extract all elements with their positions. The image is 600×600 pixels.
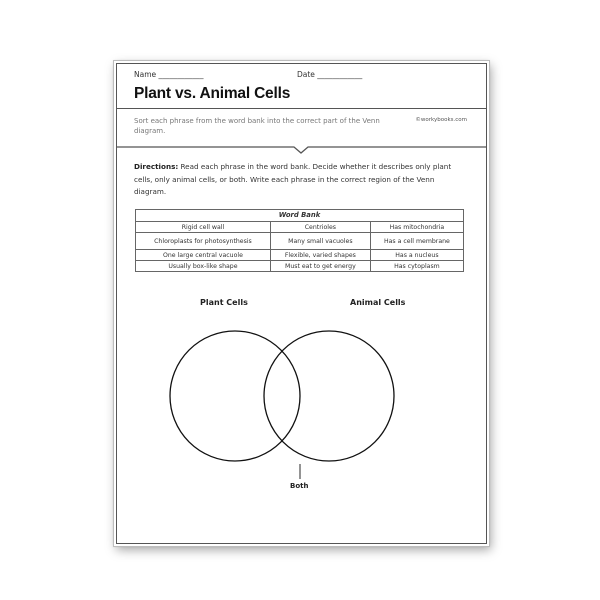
animal-cells-circle[interactable] [264, 331, 394, 461]
table-cell: One large central vacuole [136, 250, 271, 261]
plant-cells-label: Plant Cells [200, 298, 248, 307]
table-cell: Many small vacuoles [270, 233, 370, 250]
name-field[interactable]: Name ____________ [134, 70, 204, 79]
page-title: Plant vs. Animal Cells [134, 85, 291, 102]
plant-cells-circle[interactable] [170, 331, 300, 461]
both-label: Both [290, 482, 309, 490]
table-cell: Has a nucleus [370, 250, 463, 261]
instructions-text: Sort each phrase from the word bank into the correct part of the Venn diagram. [134, 117, 380, 135]
table-cell: Has a cell membrane [370, 233, 463, 250]
word-bank-title: Word Bank [136, 210, 464, 222]
venn-diagram [114, 61, 489, 546]
table-cell: Usually box-like shape [136, 261, 271, 272]
table-cell: Rigid cell wall [136, 222, 271, 233]
directions-lead: Directions: [134, 162, 179, 171]
worksheet-page [114, 61, 489, 546]
table-cell: Must eat to get energy [270, 261, 370, 272]
table-cell: Chloroplasts for photosynthesis [136, 233, 271, 250]
table-cell: Has mitochondria [370, 222, 463, 233]
brand-credit: ©workybooks.com [415, 117, 467, 123]
table-cell: Centrioles [270, 222, 370, 233]
table-cell: Has cytoplasm [370, 261, 463, 272]
directions-body: Read each phrase in the word bank. Decide whether it describes only plant cells, only animal cells, or both. Write each phrase in the correct region of the Venn diagram. [134, 162, 452, 196]
date-field[interactable]: Date ____________ [297, 70, 363, 79]
table-cell: Flexible, varied shapes [270, 250, 370, 261]
animal-cells-label: Animal Cells [350, 298, 406, 307]
